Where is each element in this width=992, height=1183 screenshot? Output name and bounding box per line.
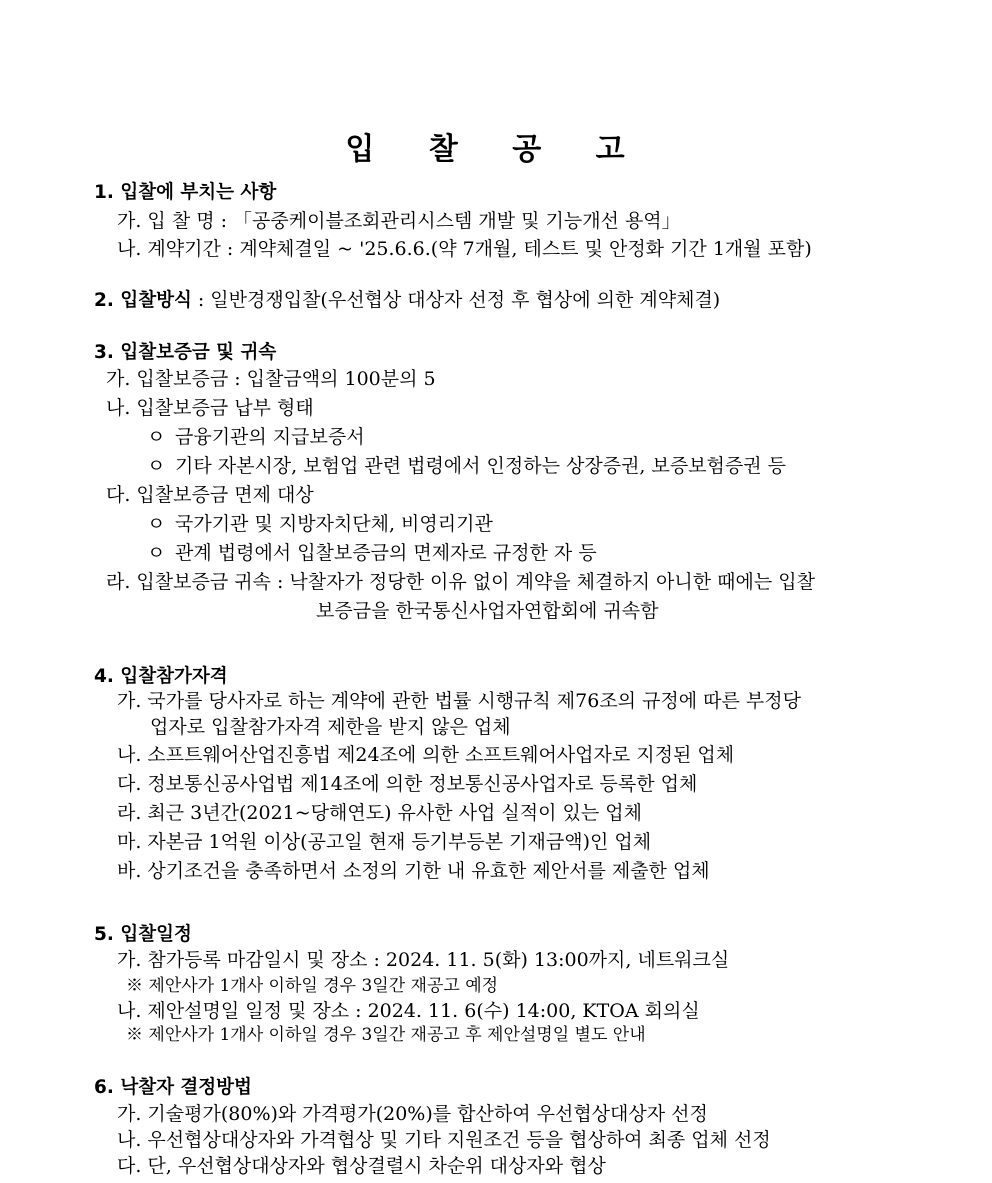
section-3-item-b2: ㅇ 기타 자본시장, 보험업 관련 법령에서 인정하는 상장증권, 보증보험증권 등 — [147, 455, 787, 477]
section-3-heading: 3. 입찰보증금 및 귀속 — [94, 342, 277, 363]
section-3-item-b: 나. 입찰보증금 납부 형태 — [106, 397, 314, 419]
section-4-item-a: 가. 국가를 당사자로 하는 계약에 관한 법률 시행규칙 제76조의 규정에 따른 부정당 — [117, 690, 801, 712]
section-2-text: : 일반경쟁입찰(우선협상 대상자 선정 후 협상에 의한 계약체결) — [191, 289, 721, 311]
section-1-item-a: 가. 입 찰 명 : 「공중케이블조회관리시스템 개발 및 기능개선 용역」 — [117, 210, 681, 232]
section-5-item-b: 나. 제안설명일 일정 및 장소 : 2024. 11. 6(수) 14:00, KTOA 회의실 — [117, 1000, 700, 1022]
bullet-icon: ㅇ — [147, 542, 166, 564]
section-1-heading: 1. 입찰에 부치는 사항 — [94, 182, 277, 203]
bullet-icon: ㅇ — [147, 426, 166, 448]
bullet-icon: ㅇ — [147, 513, 166, 535]
section-4-item-b: 나. 소프트웨어산업진흥법 제24조에 의한 소프트웨어사업자로 지정된 업체 — [117, 744, 735, 766]
bullet-icon: ㅇ — [147, 455, 166, 477]
section-6-item-a: 가. 기술평가(80%)와 가격평가(20%)를 합산하여 우선협상대상자 선정 — [117, 1103, 708, 1125]
section-4-item-d: 라. 최근 3년간(2021~당해연도) 유사한 사업 실적이 있는 업체 — [117, 802, 642, 824]
section-6-item-c: 다. 단, 우선협상대상자와 협상결렬시 차순위 대상자와 협상 — [117, 1155, 606, 1177]
section-3-item-d-cont: 보증금을 한국통신사업자연합회에 귀속함 — [316, 600, 659, 622]
section-5-note-a: ※ 제안사가 1개사 이하일 경우 3일간 재공고 예정 — [126, 976, 499, 996]
section-4-heading: 4. 입찰참가자격 — [94, 666, 228, 687]
section-5-item-a: 가. 참가등록 마감일시 및 장소 : 2024. 11. 5(화) 13:00까지, 네트워크실 — [117, 949, 730, 971]
section-2-line — [94, 287, 720, 314]
section-3-item-a: 가. 입찰보증금 : 입찰금액의 100분의 5 — [106, 368, 436, 390]
section-4-item-a-cont: 업자로 입찰참가자격 제한을 받지 않은 업체 — [150, 716, 511, 738]
section-5-heading: 5. 입찰일정 — [94, 924, 192, 945]
section-2-heading: 2. 입찰방식 — [94, 290, 192, 311]
section-4-item-c: 다. 정보통신공사업법 제14조에 의한 정보통신공사업자로 등록한 업체 — [117, 773, 698, 795]
section-6-heading: 6. 낙찰자 결정방법 — [94, 1077, 252, 1098]
section-3-item-c2: ㅇ 관계 법령에서 입찰보증금의 면제자로 규정한 자 등 — [147, 542, 597, 564]
section-3-item-c1: ㅇ 국가기관 및 지방자치단체, 비영리기관 — [147, 513, 493, 535]
section-3-item-d: 라. 입찰보증금 귀속 : 낙찰자가 정당한 이유 없이 계약을 체결하지 아니한 때에는 입찰 — [106, 571, 815, 593]
section-5-note-b: ※ 제안사가 1개사 이하일 경우 3일간 재공고 후 제안설명일 별도 안내 — [126, 1025, 646, 1045]
section-6-item-b: 나. 우선협상대상자와 가격협상 및 기타 지원조건 등을 협상하여 최종 업체 선정 — [117, 1129, 771, 1151]
section-4-item-e: 마. 자본금 1억원 이상(공고일 현재 등기부등본 기재금액)인 업체 — [117, 831, 652, 853]
section-3-item-b1: ㅇ 금융기관의 지급보증서 — [147, 426, 365, 448]
section-4-item-f: 바. 상기조건을 충족하면서 소정의 기한 내 유효한 제안서를 제출한 업체 — [117, 860, 710, 882]
section-1-item-b: 나. 계약기간 : 계약체결일 ~ '25.6.6.(약 7개월, 테스트 및 안정화 기간 1개월 포함) — [117, 238, 812, 260]
page-title: 입 찰 공 고 — [345, 132, 647, 167]
section-3-item-c: 다. 입찰보증금 면제 대상 — [106, 484, 314, 506]
